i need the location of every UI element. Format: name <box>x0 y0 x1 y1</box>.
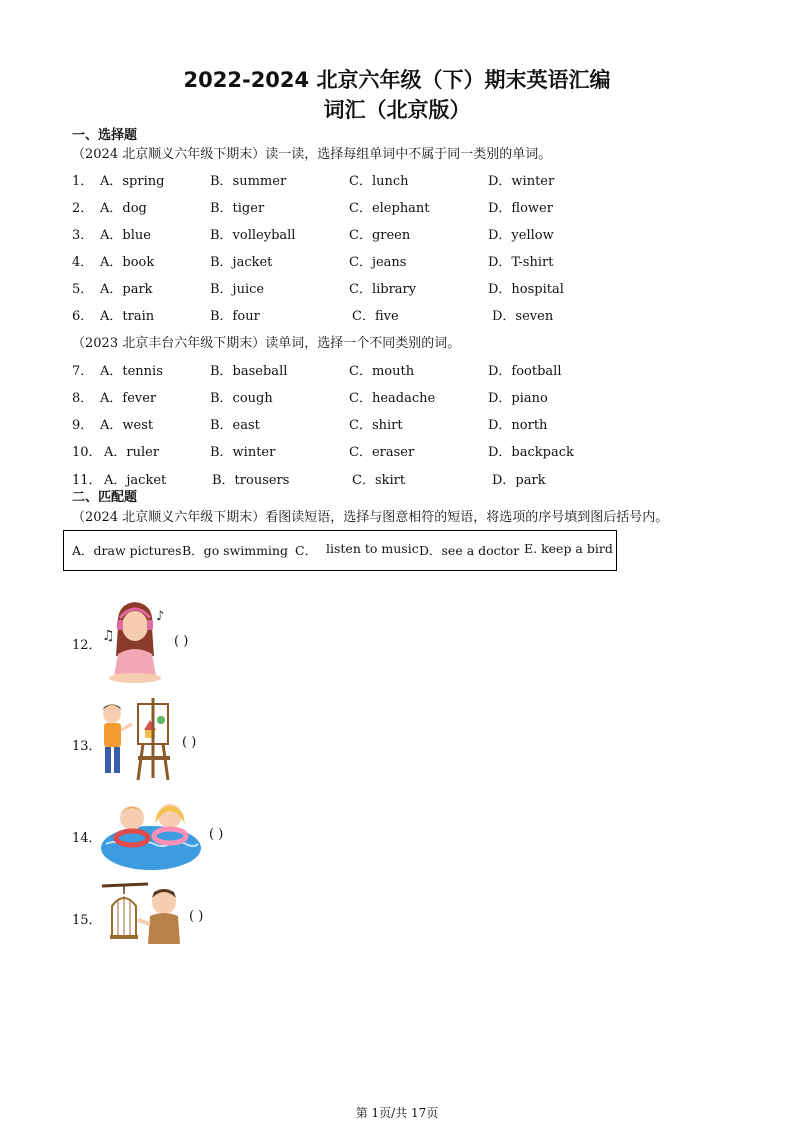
question-number: 15． <box>72 913 102 928</box>
question-row <box>72 360 632 378</box>
instruction-text: （2023 北京丰台六年级下期末）读单词，选择一个不同类别的词。 <box>72 336 461 351</box>
option-b: B．trousers <box>212 473 290 488</box>
option-c: C．five <box>352 309 399 324</box>
option-b: B．juice <box>210 282 265 297</box>
question-number: 10． <box>72 445 102 460</box>
question-number: 3． <box>72 228 94 243</box>
question-number: 2． <box>72 201 94 216</box>
question-row <box>72 441 632 459</box>
answer-parentheses[interactable]: ( ) <box>189 909 204 924</box>
option-b: B．cough <box>210 391 273 406</box>
option-d: D．flower <box>488 201 553 216</box>
option-c: C．shirt <box>349 418 403 433</box>
option-d: D．park <box>492 473 546 488</box>
option-d: D．yellow <box>488 228 554 243</box>
option-c: C．green <box>349 228 411 243</box>
answer-parentheses[interactable]: ( ) <box>174 634 189 649</box>
option-a: A．book <box>100 255 155 270</box>
question-number: 7． <box>72 364 94 379</box>
question-number: 6． <box>72 309 94 324</box>
option-b: B．tiger <box>210 201 265 216</box>
kids-swimming-picture <box>100 796 202 872</box>
option-d: D．backpack <box>488 445 574 460</box>
option-b: B．volleyball <box>210 228 296 243</box>
option-box-item: A．draw pictures <box>72 543 182 558</box>
option-a: A．blue <box>100 228 151 243</box>
option-d: D．north <box>488 418 548 433</box>
option-a: A．jacket <box>104 473 167 488</box>
option-box-item: E. keep a bird <box>524 541 613 556</box>
question-row <box>72 387 632 405</box>
option-d: D．T-shirt <box>488 255 554 270</box>
option-d: D．seven <box>492 309 554 324</box>
option-c: C．mouth <box>349 364 415 379</box>
option-a: A．ruler <box>104 445 160 460</box>
option-c: C．lunch <box>349 174 409 189</box>
option-box-item: B．go swimming <box>182 543 289 558</box>
page-footer: 第 1页/共 17页 <box>355 1106 439 1120</box>
svg-text:♫: ♫ <box>102 628 115 644</box>
man-keeping-bird-picture <box>100 880 185 952</box>
question-row <box>72 414 632 432</box>
option-a: A．park <box>100 282 153 297</box>
section-heading-choice: 一、选择题 <box>72 128 138 143</box>
option-a: A．tennis <box>100 364 163 379</box>
question-number: 4． <box>72 255 94 270</box>
answer-parentheses[interactable]: ( ) <box>182 735 197 750</box>
question-number: 13． <box>72 739 102 754</box>
question-number: 8． <box>72 391 94 406</box>
option-c: C．skirt <box>352 473 406 488</box>
page-title: 2022-2024 北京六年级（下）期末英语汇编 <box>183 68 611 92</box>
option-b: B．winter <box>210 445 276 460</box>
option-a: A．west <box>100 418 154 433</box>
option-b: B．east <box>210 418 260 433</box>
option-a: A．spring <box>100 174 165 189</box>
option-box-item: D．see a doctor <box>419 543 520 558</box>
option-d: D．football <box>488 364 562 379</box>
option-d: D．winter <box>488 174 555 189</box>
question-number: 12． <box>72 638 102 653</box>
question-number: 5． <box>72 282 94 297</box>
page-subtitle: 词汇（北京版） <box>323 98 471 122</box>
option-b: B．summer <box>210 174 287 189</box>
option-d: D．hospital <box>488 282 564 297</box>
option-box-item: C． <box>295 543 318 558</box>
question-number: 14． <box>72 831 102 846</box>
question-number: 11． <box>72 473 102 488</box>
question-number: 9． <box>72 418 94 433</box>
question-row <box>72 278 632 296</box>
option-c: C．jeans <box>349 255 407 270</box>
option-a: A．fever <box>100 391 157 406</box>
question-row <box>72 305 632 323</box>
instruction-text: （2024 北京顺义六年级下期末）读一读，选择每组单词中不属于同一类别的单词。 <box>72 147 552 162</box>
option-b: B．jacket <box>210 255 273 270</box>
svg-text:♪: ♪ <box>156 609 165 624</box>
section-heading-matching: 二、匹配题 <box>72 490 138 505</box>
options-box <box>63 530 617 571</box>
question-row <box>72 469 632 487</box>
option-a: A．train <box>100 309 155 324</box>
option-c: C．elephant <box>349 201 430 216</box>
option-box-item: listen to music <box>326 541 419 556</box>
option-c: C．headache <box>349 391 436 406</box>
option-d: D．piano <box>488 391 548 406</box>
instruction-text: （2024 北京顺义六年级下期末）看图读短语，选择与图意相符的短语，将选项的序号填到图后括号内。 <box>72 510 669 525</box>
question-row <box>72 251 632 269</box>
boy-drawing-picture <box>98 698 173 783</box>
question-row <box>72 197 632 215</box>
answer-parentheses[interactable]: ( ) <box>209 827 224 842</box>
question-row <box>72 224 632 242</box>
question-row <box>72 170 632 188</box>
question-number: 1． <box>72 174 94 189</box>
girl-listening-music-picture <box>100 596 170 684</box>
option-a: A．dog <box>100 201 147 216</box>
option-c: C．eraser <box>349 445 415 460</box>
option-b: B．four <box>210 309 260 324</box>
option-c: C．library <box>349 282 417 297</box>
option-b: B．baseball <box>210 364 288 379</box>
